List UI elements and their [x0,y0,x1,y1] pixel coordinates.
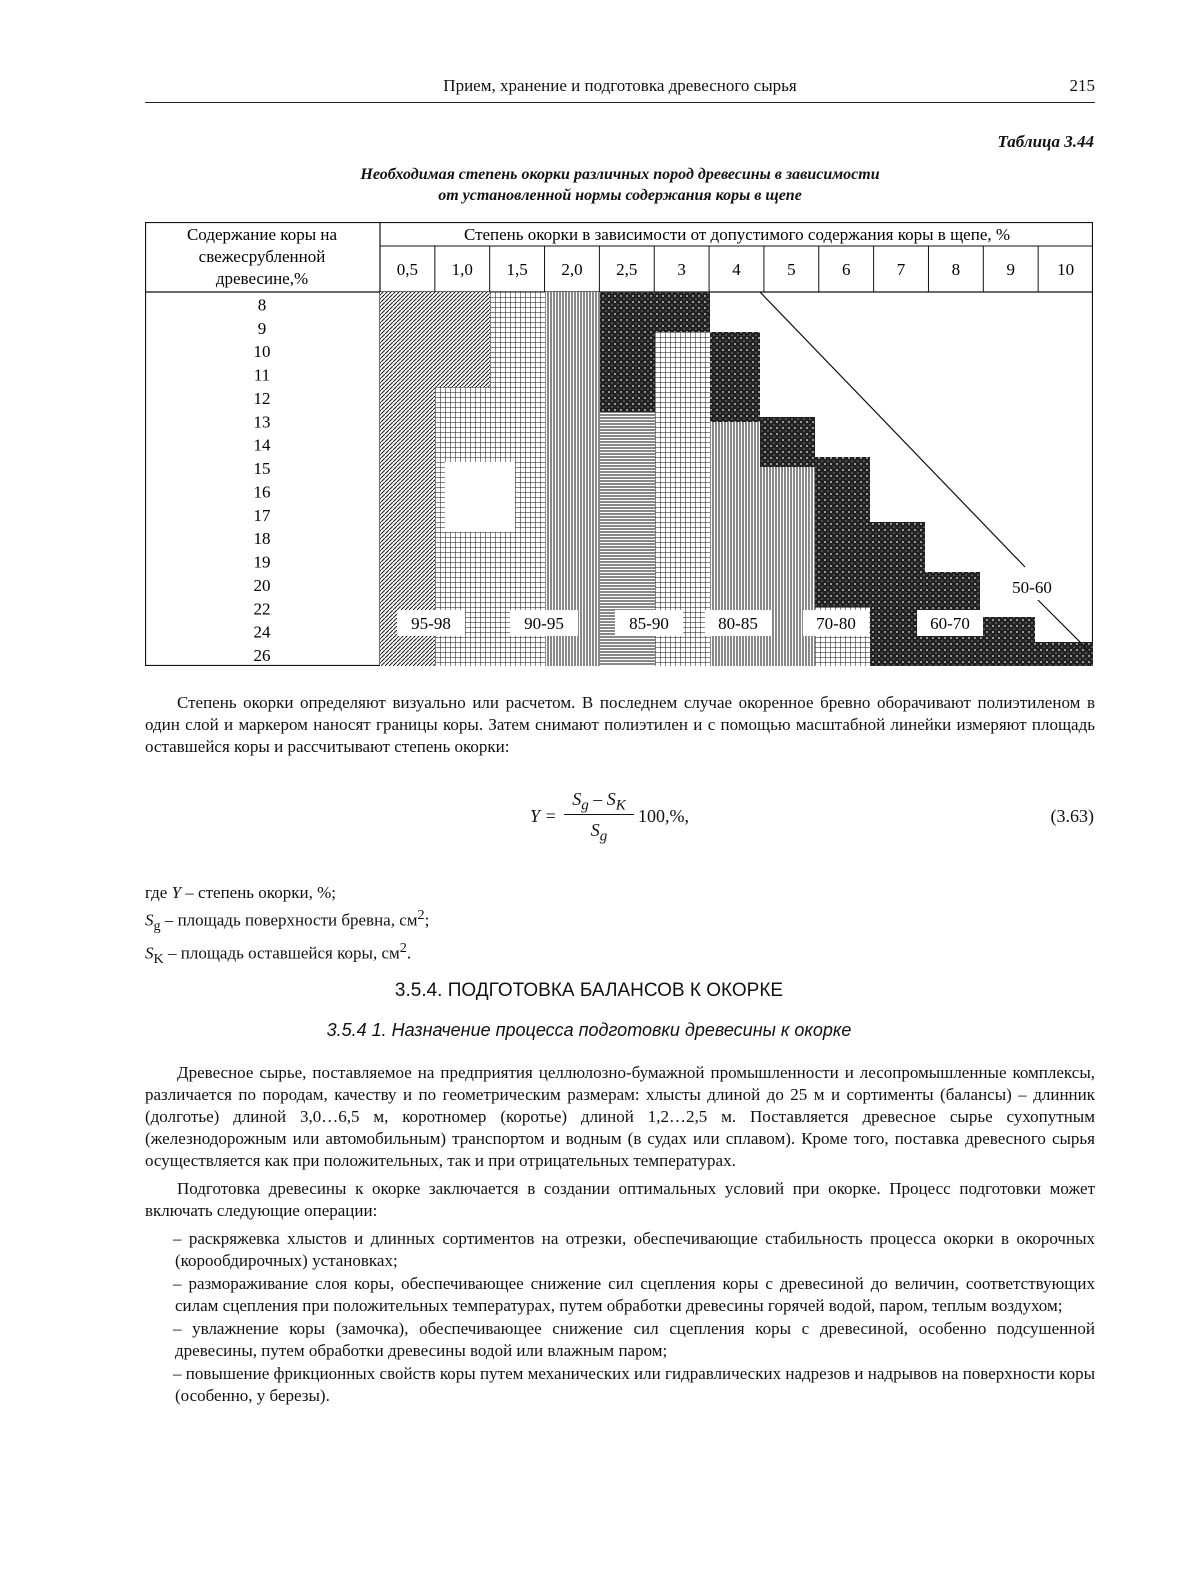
legend-symbol-sg: S [145,910,154,930]
column-label: 6 [841,260,851,279]
zone-white-patch [445,462,515,532]
zone-label: 95-98 [411,614,451,633]
zone-70-80-area [760,467,815,666]
legend-prefix: где [145,883,172,902]
legend-end-sk: . [406,943,412,963]
row-label: 15 [253,459,271,478]
column-label: 2,5 [616,260,638,279]
legend-sub-sg: g [153,918,161,935]
column-label: 4 [732,260,741,279]
column-label: 10 [1057,260,1075,279]
column-label: 2,0 [561,260,583,279]
den-s: S [590,820,600,840]
row-label: 13 [253,412,271,432]
zone-label: 50-60 [1012,578,1052,597]
zone-dark-top [600,292,655,412]
formula-lhs: Y = [530,806,557,826]
column-label: 9 [1006,260,1015,279]
legend-line-sk [145,937,429,970]
legend-sub-sk: K [153,951,164,968]
row-label: 9 [257,318,267,338]
body-paragraph-2: Подготовка древесины к окорке заключается в создании оптимальных условий при окорке. Процесс подготовки может включать следующие операции: [145,1179,1095,1220]
table-caption [260,164,980,206]
column-label: 0,5 [396,260,419,279]
page-number: 215 [1069,76,1095,95]
bark-debarking-table [145,222,1093,666]
legend-symbol-sk: S [145,943,154,963]
zone-95-98-area [380,292,435,666]
operation-item: – раскряжевка хлыстов и длинных сортиментов на отрезки, обеспечивающие стабильность процесса окорки в окорочных (корообдирочных) установках; [173,1229,1095,1270]
zone-label: 80-85 [718,614,758,633]
row-label: 8 [257,295,267,315]
legend-symbol-y: Y [171,883,182,902]
zone-dark-step3 [760,417,815,467]
row-label: 24 [253,622,271,642]
legend-sup-sg: 2 [417,907,425,923]
formula-numerator [564,786,634,812]
row-label: 19 [253,552,271,572]
row-label: 26 [253,646,271,665]
column-label: 1,5 [506,260,528,279]
column-label: 7 [896,260,906,279]
zone-label: 90-95 [524,614,564,633]
operation-item: – увлажнение коры (замочка), обеспечивающее снижение сил сцепления коры с древесиной, особенно подсушенной древесины, путем обработки древесины водой или влажным паром; [173,1319,1095,1360]
operation-item: – размораживание слоя коры, обеспечивающее снижение сил сцепления коры с древесиной до величин, соответствующих силам сцепления при положительных температурах, путем обработки древесины горячей водой, паром, теплым воздухом; [173,1274,1095,1315]
row-header-line3: древесине,% [215,269,309,288]
column-label: 1,0 [451,260,473,279]
table-number: Таблица 3.44 [997,132,1094,151]
legend-line-sg [145,904,429,937]
formula-3-63 [530,786,750,846]
table-caption-line1: Необходимая степень окорки различных пород древесины в зависимости [360,166,880,183]
column-label: 8 [951,260,961,279]
zone-dark-step2 [710,332,760,422]
formula-rhs: 100,%, [638,806,689,826]
section-heading: 3.5.4. ПОДГОТОВКА БАЛАНСОВ К ОКОРКЕ [394,980,784,1001]
running-title: Прием, хранение и подготовка древесного сырья [443,76,797,95]
den-sub: g [599,828,608,845]
legend-text-sg: – площадь поверхности бревна, см [160,910,418,930]
row-label: 10 [253,342,271,362]
zone-dark-step7 [980,617,1035,666]
body-text [145,1062,1095,1408]
column-label: 5 [787,260,796,279]
row-header-line1: Содержание коры на [186,225,338,244]
column-label: 3 [677,260,686,279]
legend-sup-sk: 2 [399,940,407,957]
zone-dark-step4 [815,457,870,607]
zone-dark-step1 [655,292,710,332]
num-s1: S [572,789,582,809]
row-label: 12 [253,388,271,408]
zone-label: 60-70 [930,614,970,633]
table-caption-line2: от установленной нормы содержания коры в щепе [438,187,802,204]
row-label: 17 [253,505,271,525]
row-label: 20 [253,575,271,595]
formula-number: (3.63) [1050,806,1094,826]
num-minus-s2: – S [588,789,616,809]
zone-label: 70-80 [816,614,856,633]
zone-label: 85-90 [629,614,669,633]
zone-95-98-upper [435,292,490,387]
row-label: 16 [253,482,271,502]
subsection-heading: 3.5.4 1. Назначение процесса подготовки древесины к окорке [326,1020,852,1040]
legend-line-y [145,882,429,904]
column-group-header: Степень окорки в зависимости от допустимого содержания коры в щепе, % [463,225,1011,244]
row-label: 14 [253,435,271,455]
row-label: 18 [253,529,271,549]
legend-text-y: – степень окорки, %; [181,883,336,902]
formula-legend [145,882,429,970]
paragraph-text: Степень окорки определяют визуально или расчетом. В последнем случае окоренное бревно оборачивают полиэтиленом в один слой и маркером наносят границы коры. Затем снимают полиэтилен и с помощью масштабной линейки измеряют площадь оставшейся коры и рассчитывают степень окорки: [145,693,1095,756]
row-header-line2: свежесрубленной [198,247,326,266]
fraction-bar [564,814,634,815]
formula-denominator [564,817,634,843]
operations-list [145,1228,1095,1407]
num-sub2: K [615,797,626,814]
body-paragraph-1: Древесное сырье, поставляемое на предприятия целлюлозно-бумажной промышленности и лесопромышленные комплексы, различается по породам, качеству и по геометрическим размерам: хлысты длиной до 25 м и сортименты (балансы) – длинник (долготье) длиной 3,0…6,5 м, коротномер (коротье) длиной 1,2…2,5 м. Поставляется древесное сырье сухопутным (железнодорожным или автомобильным) транспортом и водным (в судах или сплавом). Кроме того, поставка древесного сырья осуществляется как при положительных, так и при отрицательных температурах. [145,1063,1095,1170]
legend-end-sg: ; [424,910,430,930]
row-label: 11 [253,365,271,385]
paragraph-debarking-method [145,692,1095,758]
zone-dark-step5 [870,522,925,666]
operation-item: – повышение фрикционных свойств коры путем механических или гидравлических надрезов и надрывов на поверхности коры (особенно, у березы). [173,1364,1095,1405]
num-sub1: g [581,797,589,814]
running-head [145,76,1095,103]
row-label: 22 [253,599,271,619]
zone-85-90-area [545,292,600,666]
formula-fraction [564,786,634,843]
legend-text-sk: – площадь оставшейся коры, см [163,943,400,963]
